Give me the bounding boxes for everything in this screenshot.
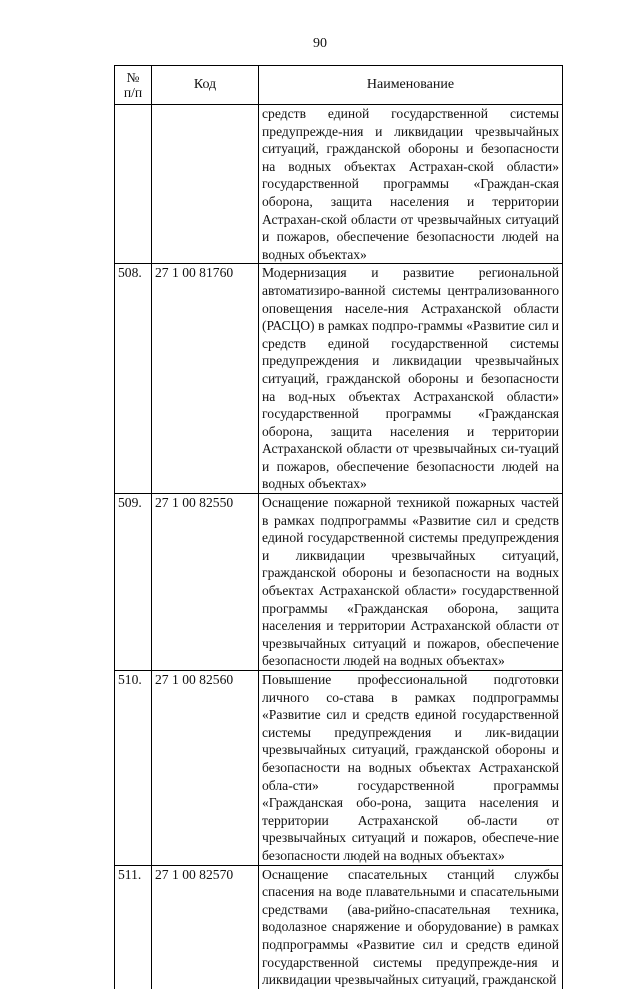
row-number: 510. — [115, 671, 152, 866]
row-code: 27 1 00 82550 — [152, 494, 259, 671]
column-header-name: Наименование — [259, 66, 563, 105]
table-row — [115, 105, 563, 264]
budget-classification-table — [114, 65, 563, 989]
row-name: Оснащение спасательных станций службы спасения на воде плавательными и спасательными средствами (ава-рийно-спасательная техника, водолазное снаряжение и оборудование) в рамках подпрограммы «Развитие сил и средств единой государственной системы предупрежде-ния и ликвидации чрезвычайных ситуаций, гражданской — [259, 865, 563, 989]
row-code: 27 1 00 81760 — [152, 264, 259, 494]
table-row — [115, 671, 563, 866]
table-row — [115, 264, 563, 494]
row-number: 509. — [115, 494, 152, 671]
row-name: средств единой государственной системы предупрежде-ния и ликвидации чрезвычайных ситуаций, гражданской обороны и безопасности на водных объектах Астрахан-ской области» государственной программы «Граждан-ская оборона, защита населения и территории Астрахан-ской области от чрезвычайных ситуаций и пожаров, обеспечение безопасности людей на водных объектах» — [259, 105, 563, 264]
row-code — [152, 105, 259, 264]
row-name: Повышение профессиональной подготовки личного со-става в рамках подпрограммы «Развитие сил и средств единой государственной системы предупреждения и лик-видации чрезвычайных ситуаций, гражданской обороны и безопасности на водных объектах Астраханской обла-сти» государственной программы «Гражданская обо-рона, защита населения и территории Астраханской об-ласти от чрезвычайных ситуаций и пожаров, обеспече-ние безопасности людей на водных объектах» — [259, 671, 563, 866]
row-code: 27 1 00 82560 — [152, 671, 259, 866]
table-row — [115, 494, 563, 671]
row-number — [115, 105, 152, 264]
row-code: 27 1 00 82570 — [152, 865, 259, 989]
row-name: Оснащение пожарной техникой пожарных частей в рамках подпрограммы «Развитие сил и средств единой государственной системы предупреждения и ликвидации чрезвычайных ситуаций, гражданской обороны и безопасности на водных объектах Астраханской области» государственной программы «Гражданская оборона, защита населения и территории Астраханской области от чрезвычайных ситуаций и пожаров, обеспечение безопасности людей на водных объектах» — [259, 494, 563, 671]
table-row — [115, 865, 563, 989]
row-name: Модернизация и развитие региональной автоматизиро-ванной системы централизованного оповещения населе-ния Астраханской области (РАСЦО) в рамках подпро-граммы «Развитие сил и средств единой государственной системы предупреждения и ликвидации чрезвычайных ситуаций, гражданской обороны и безопасности на вод-ных объектах Астраханской области» государственной программы «Гражданская оборона, защита населения и территории Астраханской области от чрезвычайных си-туаций и пожаров, обеспечение безопасности людей на водных объектах» — [259, 264, 563, 494]
column-header-number-abbr: п/п — [123, 85, 143, 100]
column-header-number-symbol: № — [126, 70, 140, 85]
column-header-number — [115, 66, 152, 105]
page-number: 90 — [313, 36, 327, 51]
row-number: 508. — [115, 264, 152, 494]
table-header-row — [115, 66, 563, 105]
column-header-code: Код — [152, 66, 259, 105]
row-number: 511. — [115, 865, 152, 989]
